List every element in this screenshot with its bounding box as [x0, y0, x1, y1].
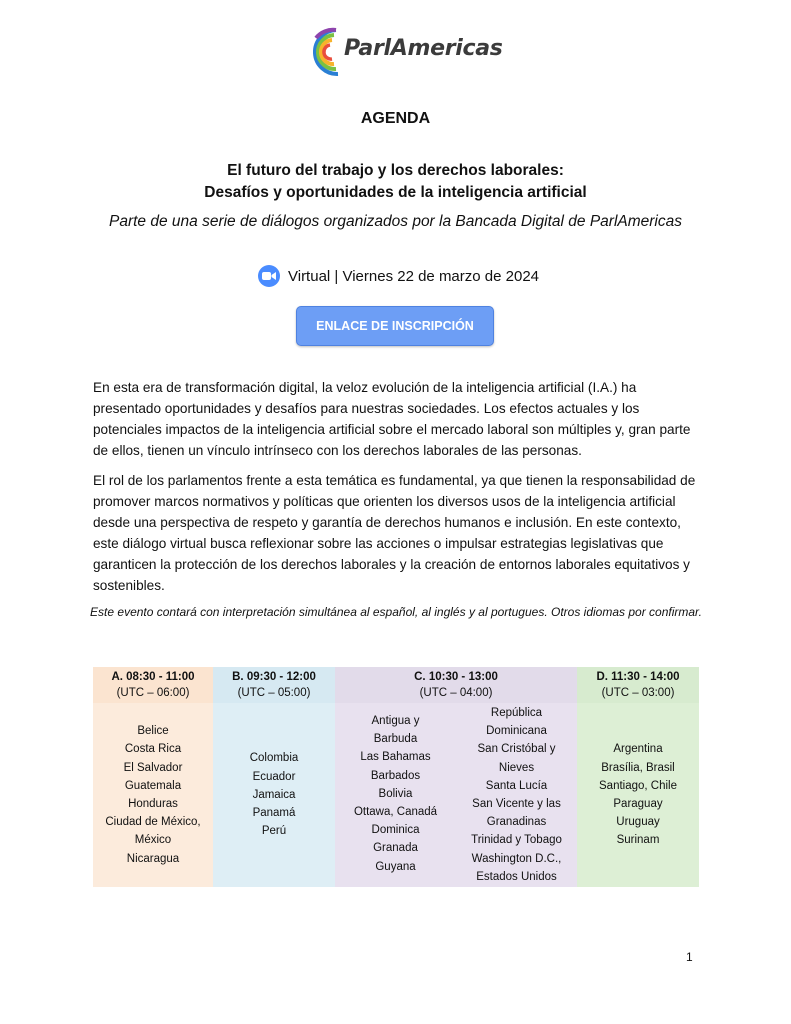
- column-c-body: [335, 703, 577, 887]
- place-item: Trinidad y Tobago: [471, 834, 562, 847]
- column-a-header: [93, 667, 213, 703]
- column-d-utc: (UTC – 03:00): [601, 687, 675, 699]
- place-item: Las Bahamas: [360, 751, 431, 764]
- place-item: Costa Rica: [124, 743, 182, 756]
- column-a-utc: (UTC – 06:00): [116, 687, 190, 699]
- schedule-table: [93, 667, 699, 887]
- place-item: México: [134, 834, 172, 847]
- place-item: Barbuda: [373, 733, 418, 746]
- place-item: Surinam: [616, 834, 660, 847]
- event-title: [0, 160, 791, 204]
- column-c-utc: (UTC – 04:00): [419, 687, 493, 699]
- place-item: Colombia: [249, 752, 299, 765]
- column-b-places: [250, 749, 299, 840]
- place-item: Honduras: [128, 798, 178, 810]
- place-item: Granada: [373, 842, 418, 855]
- video-camera-icon: [258, 265, 280, 287]
- place-item: Estados Unidos: [476, 870, 557, 883]
- place-item: Santa Lucía: [485, 779, 548, 792]
- place-item: Santiago, Chile: [599, 779, 677, 792]
- column-b-header: [213, 667, 335, 703]
- place-item: Jamaica: [252, 788, 296, 801]
- column-d-body: [577, 703, 699, 887]
- place-item: Nieves: [498, 761, 535, 774]
- place-item: San Vicente y las: [472, 798, 561, 811]
- place-item: Bolivia: [378, 787, 413, 800]
- place-item: Guatemala: [124, 779, 182, 792]
- page-heading: AGENDA: [360, 110, 431, 127]
- place-item: Perú: [261, 825, 287, 838]
- schedule-column-d: [577, 667, 699, 887]
- place-item: Paraguay: [613, 798, 663, 810]
- column-c-header: [335, 667, 577, 703]
- intro-paragraph-2: El rol de los parlamentos frente a esta temática es fundamental, ya que tienen la responsabilidad de promover marcos normativos y políticas que orienten los diversos usos de la inteligencia artificial desde una perspectiva de respeto y garantía de derechos humanos e inclusión. En este contexto, este diálogo virtual busca reflexionar sobre las acciones o impulsar estrategias legislativas que garanticen la protección de los derechos laborales y la creación de entornos laborales equitativos y sostenibles.: [93, 473, 696, 593]
- column-b-body: [213, 703, 335, 887]
- parlamericas-logo: [302, 24, 503, 80]
- place-item: Granadinas: [486, 816, 547, 829]
- event-title-line-2: Desafíos y oportunidades de la inteligencia artificial: [204, 184, 587, 201]
- schedule-column-b: [213, 667, 335, 887]
- event-title-line-1: El futuro del trabajo y los derechos laborales:: [227, 162, 564, 179]
- place-item: Ottawa, Canadá: [353, 806, 438, 819]
- place-item: Ecuador: [252, 770, 296, 783]
- column-a-places: [105, 722, 200, 868]
- place-item: Uruguay: [616, 816, 660, 829]
- place-item: El Salvador: [123, 761, 183, 774]
- place-item: Nicaragua: [126, 852, 180, 865]
- place-item: Dominica: [371, 824, 420, 837]
- schedule-column-a: [93, 667, 213, 887]
- series-subtitle: Parte de una serie de diálogos organizados por la Bancada Digital de ParlAmericas: [109, 213, 682, 230]
- place-item: Barbados: [370, 769, 421, 782]
- place-item: Guyana: [375, 860, 416, 873]
- logo-text: ParlAmericas: [344, 36, 503, 61]
- place-item: Brasília, Brasil: [601, 761, 675, 774]
- place-item: Belice: [137, 725, 169, 738]
- page-number: 1: [686, 950, 693, 964]
- column-c-right: [456, 704, 577, 886]
- column-d-header: [577, 667, 699, 703]
- place-item: Washington D.C.,: [471, 852, 562, 865]
- place-item: Ciudad de México,: [105, 816, 201, 829]
- column-d-places: [599, 740, 677, 849]
- place-item: San Cristóbal y: [477, 743, 556, 756]
- column-c-time: C. 10:30 - 13:00: [414, 671, 498, 683]
- place-item: Argentina: [613, 743, 663, 756]
- column-c-left: [335, 712, 456, 876]
- column-a-body: [93, 703, 213, 887]
- registration-link-button[interactable]: ENLACE DE INSCRIPCIÓN: [296, 306, 494, 346]
- intro-paragraph-1: En esta era de transformación digital, la veloz evolución de la inteligencia artificial (I.A.) ha presentado oportunidades y desafíos para nuestras sociedades. Los efectos actuales y los potenciales impactos de la inteligencia artificial sobre el mercado laboral son múltiples y, gran parte de ellos, tienen un vínculo intrínseco con los derechos laborales de las personas.: [93, 380, 691, 458]
- place-item: Antigua y: [371, 715, 420, 727]
- event-info: [258, 263, 539, 289]
- interpretation-note: Este evento contará con interpretación simultánea al español, al inglés y al portugues. Otros idiomas por confirmar.: [90, 605, 702, 619]
- column-b-time: B. 09:30 - 12:00: [232, 671, 316, 683]
- place-item: República: [490, 707, 543, 719]
- column-b-utc: (UTC – 05:00): [237, 687, 311, 699]
- place-item: Dominicana: [486, 725, 547, 738]
- place-item: Panamá: [252, 807, 296, 820]
- column-d-time: D. 11:30 - 14:00: [596, 671, 680, 683]
- column-c-left-places: [335, 712, 456, 876]
- event-date-text: Virtual | Viernes 22 de marzo de 2024: [288, 267, 540, 285]
- logo-arcs-icon: [302, 24, 348, 80]
- column-a-time: A. 08:30 - 11:00: [111, 671, 195, 683]
- schedule-column-c: [335, 667, 577, 887]
- column-c-right-places: [456, 704, 577, 886]
